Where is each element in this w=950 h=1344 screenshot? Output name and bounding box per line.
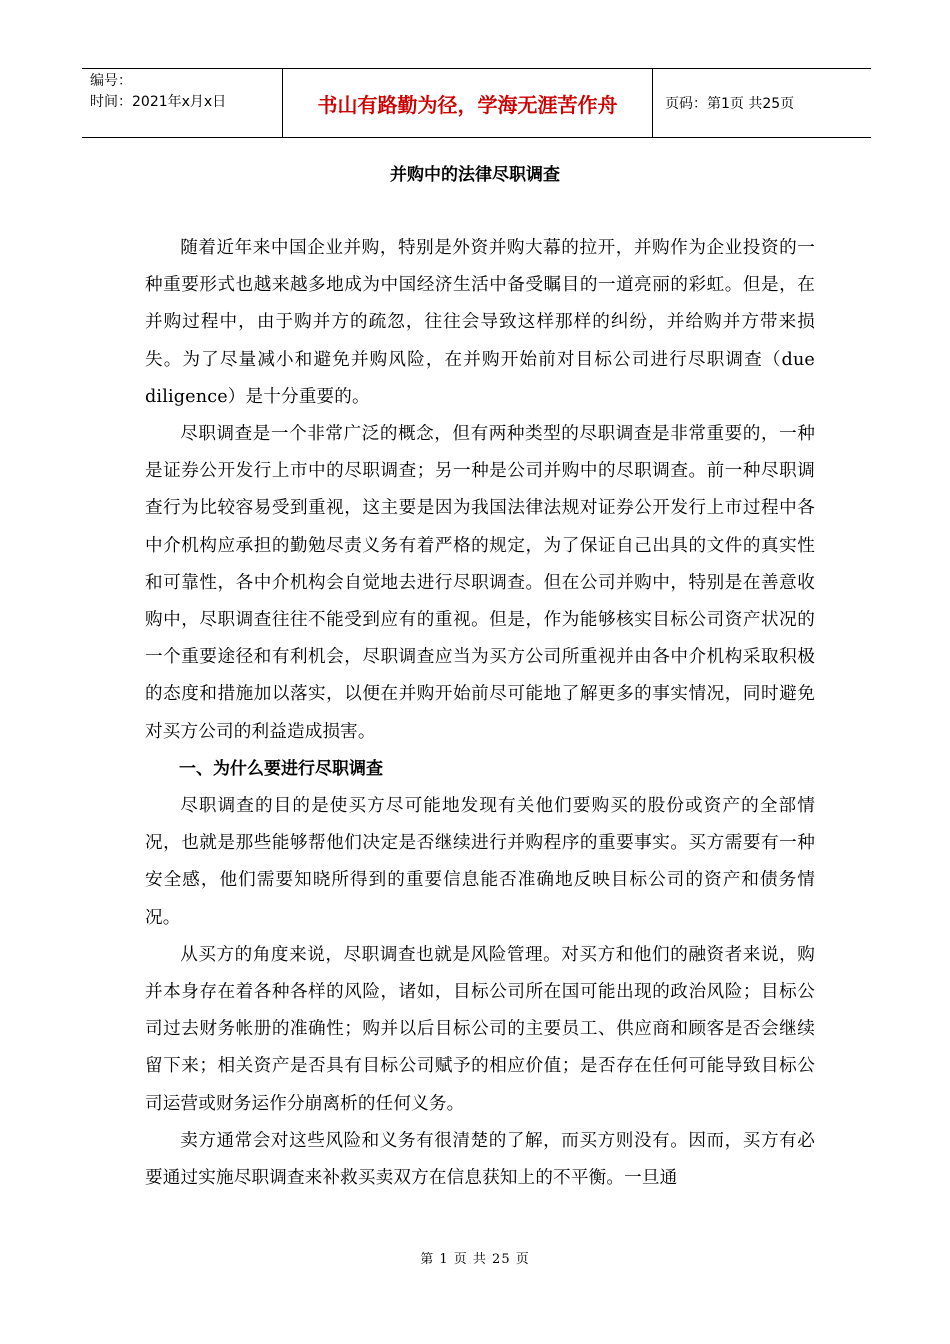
header-page-info: 页码：第1页 共25页 — [665, 96, 795, 112]
header-meta — [82, 69, 282, 137]
header-motto: 书山有路勤为径，学海无涯苦作舟 — [282, 69, 653, 137]
page-footer: 第 1 页 共 25 页 — [420, 1252, 530, 1267]
time-label: 时间：2021年x月x日 — [90, 94, 227, 110]
paragraph: 卖方通常会对这些风险和义务有很清楚的了解，而买方则没有。因而，买方有必要通过实施尽职调查来补救买卖双方在信息获知上的不平衡。一旦通 — [145, 1130, 815, 1189]
document-header — [82, 68, 871, 138]
paragraph: 尽职调查的目的是使买方尽可能地发现有关他们要购买的股份或资产的全部情况，也就是那些能够帮他们决定是否继续进行并购程序的重要事实。买方需要有一种安全感，他们需要知晓所得到的重要信息能否准确地反映目标公司的资产和债务情况。 — [145, 796, 815, 928]
document-body — [145, 230, 815, 1197]
paragraph: 尽职调查是一个非常广泛的概念，但有两种类型的尽职调查是非常重要的，一种是证券公开发行上市中的尽职调查；另一种是公司并购中的尽职调查。前一种尽职调查行为比较容易受到重视，这主要是因为我国法律法规对证券公开发行上市过程中各中介机构应承担的勤勉尽责义务有着严格的规定，为了保证自己出具的文件的真实性和可靠性，各中介机构会自觉地去进行尽职调查。但在公司并购中，特别是在善意收购中，尽职调查往往不能受到应有的重视。但是，作为能够核实目标公司资产状况的一个重要途径和有利机会，尽职调查应当为买方公司所重视并由各中介机构采取积极的态度和措施加以落实，以便在并购开始前尽可能地了解更多的事实情况，同时避免对买方公司的利益造成损害。 — [145, 424, 815, 742]
document-title: 并购中的法律尽职调查 — [390, 165, 560, 185]
paragraph: 随着近年来中国企业并购，特别是外资并购大幕的拉开，并购作为企业投资的一种重要形式也越来越多地成为中国经济生活中备受瞩目的一道亮丽的彩虹。但是，在并购过程中，由于购并方的疏忽，往往会导致这样那样的纠纷，并给购并方带来损失。为了尽量减小和避免并购风险，在并购开始前对目标公司进行尽职调查（due diligence）是十分重要的。 — [145, 238, 815, 407]
number-label: 编号： — [90, 73, 132, 89]
section-heading: 一、为什么要进行尽职调查 — [179, 758, 383, 779]
paragraph: 从买方的角度来说，尽职调查也就是风险管理。对买方和他们的融资者来说，购并本身存在着各种各样的风险，诸如，目标公司所在国可能出现的政治风险；目标公司过去财务帐册的准确性；购并以后目标公司的主要员工、供应商和顾客是否会继续留下来；相关资产是否具有目标公司赋予的相应价值；是否存在任何可能导致目标公司运营或财务运作分崩离析的任何义务。 — [145, 944, 815, 1114]
